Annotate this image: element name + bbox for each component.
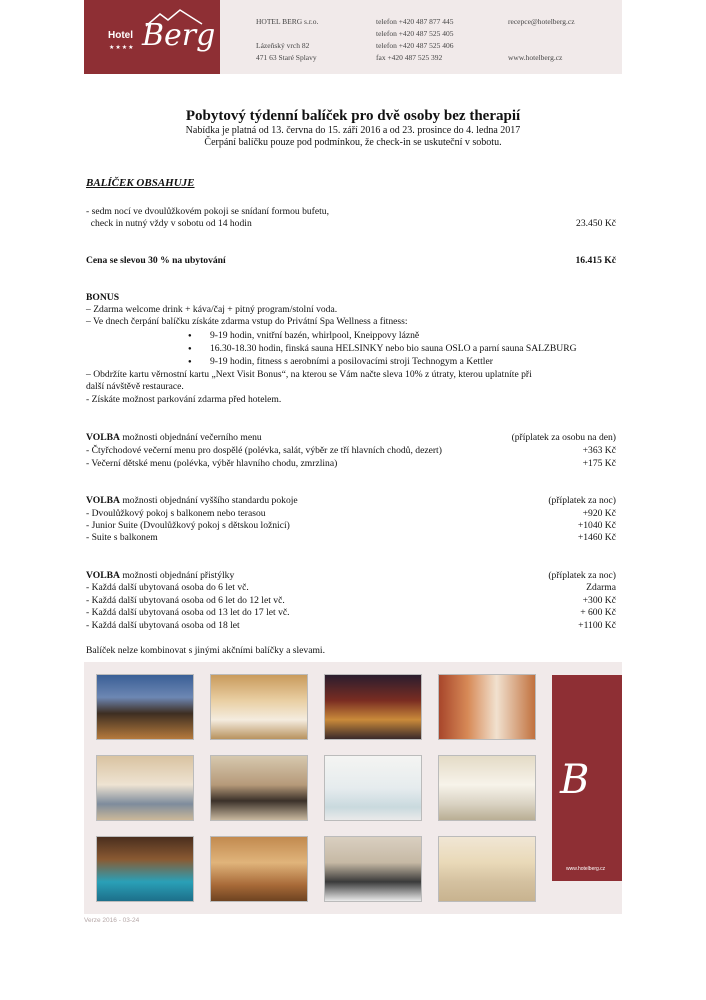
extra-label: možnosti objednání přistýlky [119, 570, 235, 581]
fitness-photo [324, 836, 422, 902]
indoor-pool-photo [96, 836, 194, 902]
logo-stars: ★★★★ [109, 45, 135, 51]
version-label: Verze 2016 - 03-24 [84, 917, 140, 924]
page-title: Pobytový týdenní balíček pro dvě osoby bez therapií [185, 108, 521, 124]
room-item [86, 532, 616, 544]
hotel-logo [84, 0, 220, 74]
extra-volba: VOLBA [86, 570, 120, 581]
brand-url[interactable]: www.hotelberg.cz [566, 866, 606, 872]
title-block [84, 108, 622, 149]
package-heading: BALÍČEK OBSAHUJE [86, 177, 195, 189]
menu-item-name: - Večerní dětské menu (polévka, výběr hlavního chodu, zmrzlina) [86, 458, 338, 469]
fax: fax +420 487 525 392 [376, 53, 443, 62]
menu-item [86, 445, 616, 457]
conference-room-photo [438, 836, 536, 902]
brand-panel [552, 675, 622, 881]
bullet-text: 16.30-18.30 hodin, finská sauna HELSINKY nebo bio sauna OSLO a parní sauna SALZBURG [210, 343, 577, 354]
discount-label: Cena se slevou 30 % na ubytování [86, 255, 226, 266]
bonus-line-1: – Zdarma welcome drink + káva/čaj + pitný program/stolní voda. [86, 304, 338, 315]
relax-room-photo [438, 755, 536, 821]
whirlpool-bath-photo [324, 755, 422, 821]
discount-row [86, 255, 616, 267]
bullet-text: 9-19 hodin, vnitřní bazén, whirlpool, Kneippovy lázně [210, 330, 420, 341]
extra-item [86, 582, 616, 594]
room-item-name: - Junior Suite (Dvoulůžkový pokoj s dětskou ložnicí) [86, 520, 290, 531]
phone-block [376, 16, 454, 64]
extra-item-price: Zdarma [586, 582, 616, 593]
extra-note: (příplatek za noc) [548, 570, 616, 581]
menu-label: možnosti objednání večerního menu [119, 432, 262, 443]
extra-item [86, 595, 616, 607]
package-price: 23.450 Kč [576, 218, 616, 229]
bullet-text: 9-19 hodin, fitness s aerobními a posilovacími stroji Technogym a Kettler [210, 356, 493, 367]
validity-line: Nabídka je platná od 13. června do 15. září 2016 a od 23. prosince do 4. ledna 2017 [185, 125, 521, 136]
room-item-name: - Suite s balkonem [86, 532, 158, 543]
restaurant-photo [210, 674, 308, 740]
room-item [86, 508, 616, 520]
extra-item [86, 620, 616, 632]
brand-letter: B [560, 757, 590, 803]
room-item-name: - Dvoulůžkový pokoj s balkonem nebo terasou [86, 508, 266, 519]
phone-1: telefon +420 487 877 445 [376, 17, 454, 26]
bonus-heading: BONUS [86, 292, 120, 303]
extra-item-name: - Každá další ubytovaná osoba od 6 let do 12 let vč. [86, 595, 285, 606]
bonus-line-2: – Ve dnech čerpání balíčku získáte zdarma vstup do Privátní Spa Wellness a fitness: [86, 316, 408, 327]
sauna-photo [210, 836, 308, 902]
room-item [86, 520, 616, 532]
room-heading [86, 495, 616, 507]
company-name: HOTEL BERG s.r.o. [256, 17, 319, 26]
logo-hotel-text: Hotel [108, 30, 133, 41]
extra-item-name: - Každá další ubytovaná osoba do 6 let vč. [86, 582, 249, 593]
phone-2: telefon +420 487 525 405 [376, 29, 454, 38]
company-block [256, 16, 318, 64]
extra-item-price: +300 Kč [582, 595, 616, 606]
menu-item-name: - Čtyřchodové večerní menu pro dospělé (polévka, salát, výběr ze tří hlavních chodů, dezert) [86, 445, 442, 456]
room-label: možnosti objednání vyššího standardu pokoje [119, 495, 298, 506]
hotel-room-photo [438, 674, 536, 740]
web-link[interactable]: www.hotelberg.cz [508, 53, 563, 62]
menu-heading [86, 432, 616, 444]
menu-item [86, 458, 616, 470]
logo-name: Berg [142, 18, 216, 53]
menu-item-price: +175 Kč [582, 458, 616, 469]
extra-item-price: +1100 Kč [578, 620, 616, 631]
menu-volba: VOLBA [86, 432, 120, 443]
package-row [86, 218, 616, 230]
bonus-line-4: další návštěvě restaurace. [86, 381, 184, 392]
photo-panel [84, 662, 622, 914]
discount-price: 16.415 Kč [575, 255, 616, 266]
massage-photo [96, 755, 194, 821]
room-note: (příplatek za noc) [548, 495, 616, 506]
combination-note: Balíček nelze kombinovat s jinými akčními balíčky a slevami. [86, 645, 325, 656]
extra-item [86, 607, 616, 619]
extra-item-name: - Každá další ubytovaná osoba od 18 let [86, 620, 240, 631]
spa-treatment-photo [210, 755, 308, 821]
menu-item-price: +363 Kč [582, 445, 616, 456]
extra-item-price: + 600 Kč [580, 607, 616, 618]
address-line-2: 471 63 Staré Splavy [256, 53, 317, 62]
contact-block [508, 16, 575, 64]
bonus-line-3: – Obdržíte kartu věrnostní kartu „Next Visit Bonus“, na kterou se Vám načte sleva 10% z útraty, kterou uplatníte při [86, 369, 532, 380]
room-volba: VOLBA [86, 495, 120, 506]
room-item-price: +920 Kč [582, 508, 616, 519]
room-item-price: +1460 Kč [577, 532, 616, 543]
extra-item-name: - Každá další ubytovaná osoba od 13 let do 17 let vč. [86, 607, 290, 618]
phone-3: telefon +420 487 525 406 [376, 41, 454, 50]
room-item-price: +1040 Kč [577, 520, 616, 531]
extra-heading [86, 570, 616, 582]
checkin-condition: Čerpání balíčku pouze pod podmínkou, že check-in se uskuteční v sobotu. [204, 137, 502, 148]
address-line-1: Lázeňský vrch 82 [256, 41, 310, 50]
package-line-2: check in nutný vždy v sobotu od 14 hodin [86, 218, 252, 229]
menu-note: (příplatek za osobu na den) [511, 432, 616, 443]
package-line-1: - sedm nocí ve dvoulůžkovém pokoji se snídaní formou bufetu, [86, 206, 329, 217]
bar-photo [324, 674, 422, 740]
email-link[interactable]: recepce@hotelberg.cz [508, 17, 575, 26]
hotel-exterior-photo [96, 674, 194, 740]
bonus-line-5: - Získáte možnost parkování zdarma před hotelem. [86, 394, 282, 405]
